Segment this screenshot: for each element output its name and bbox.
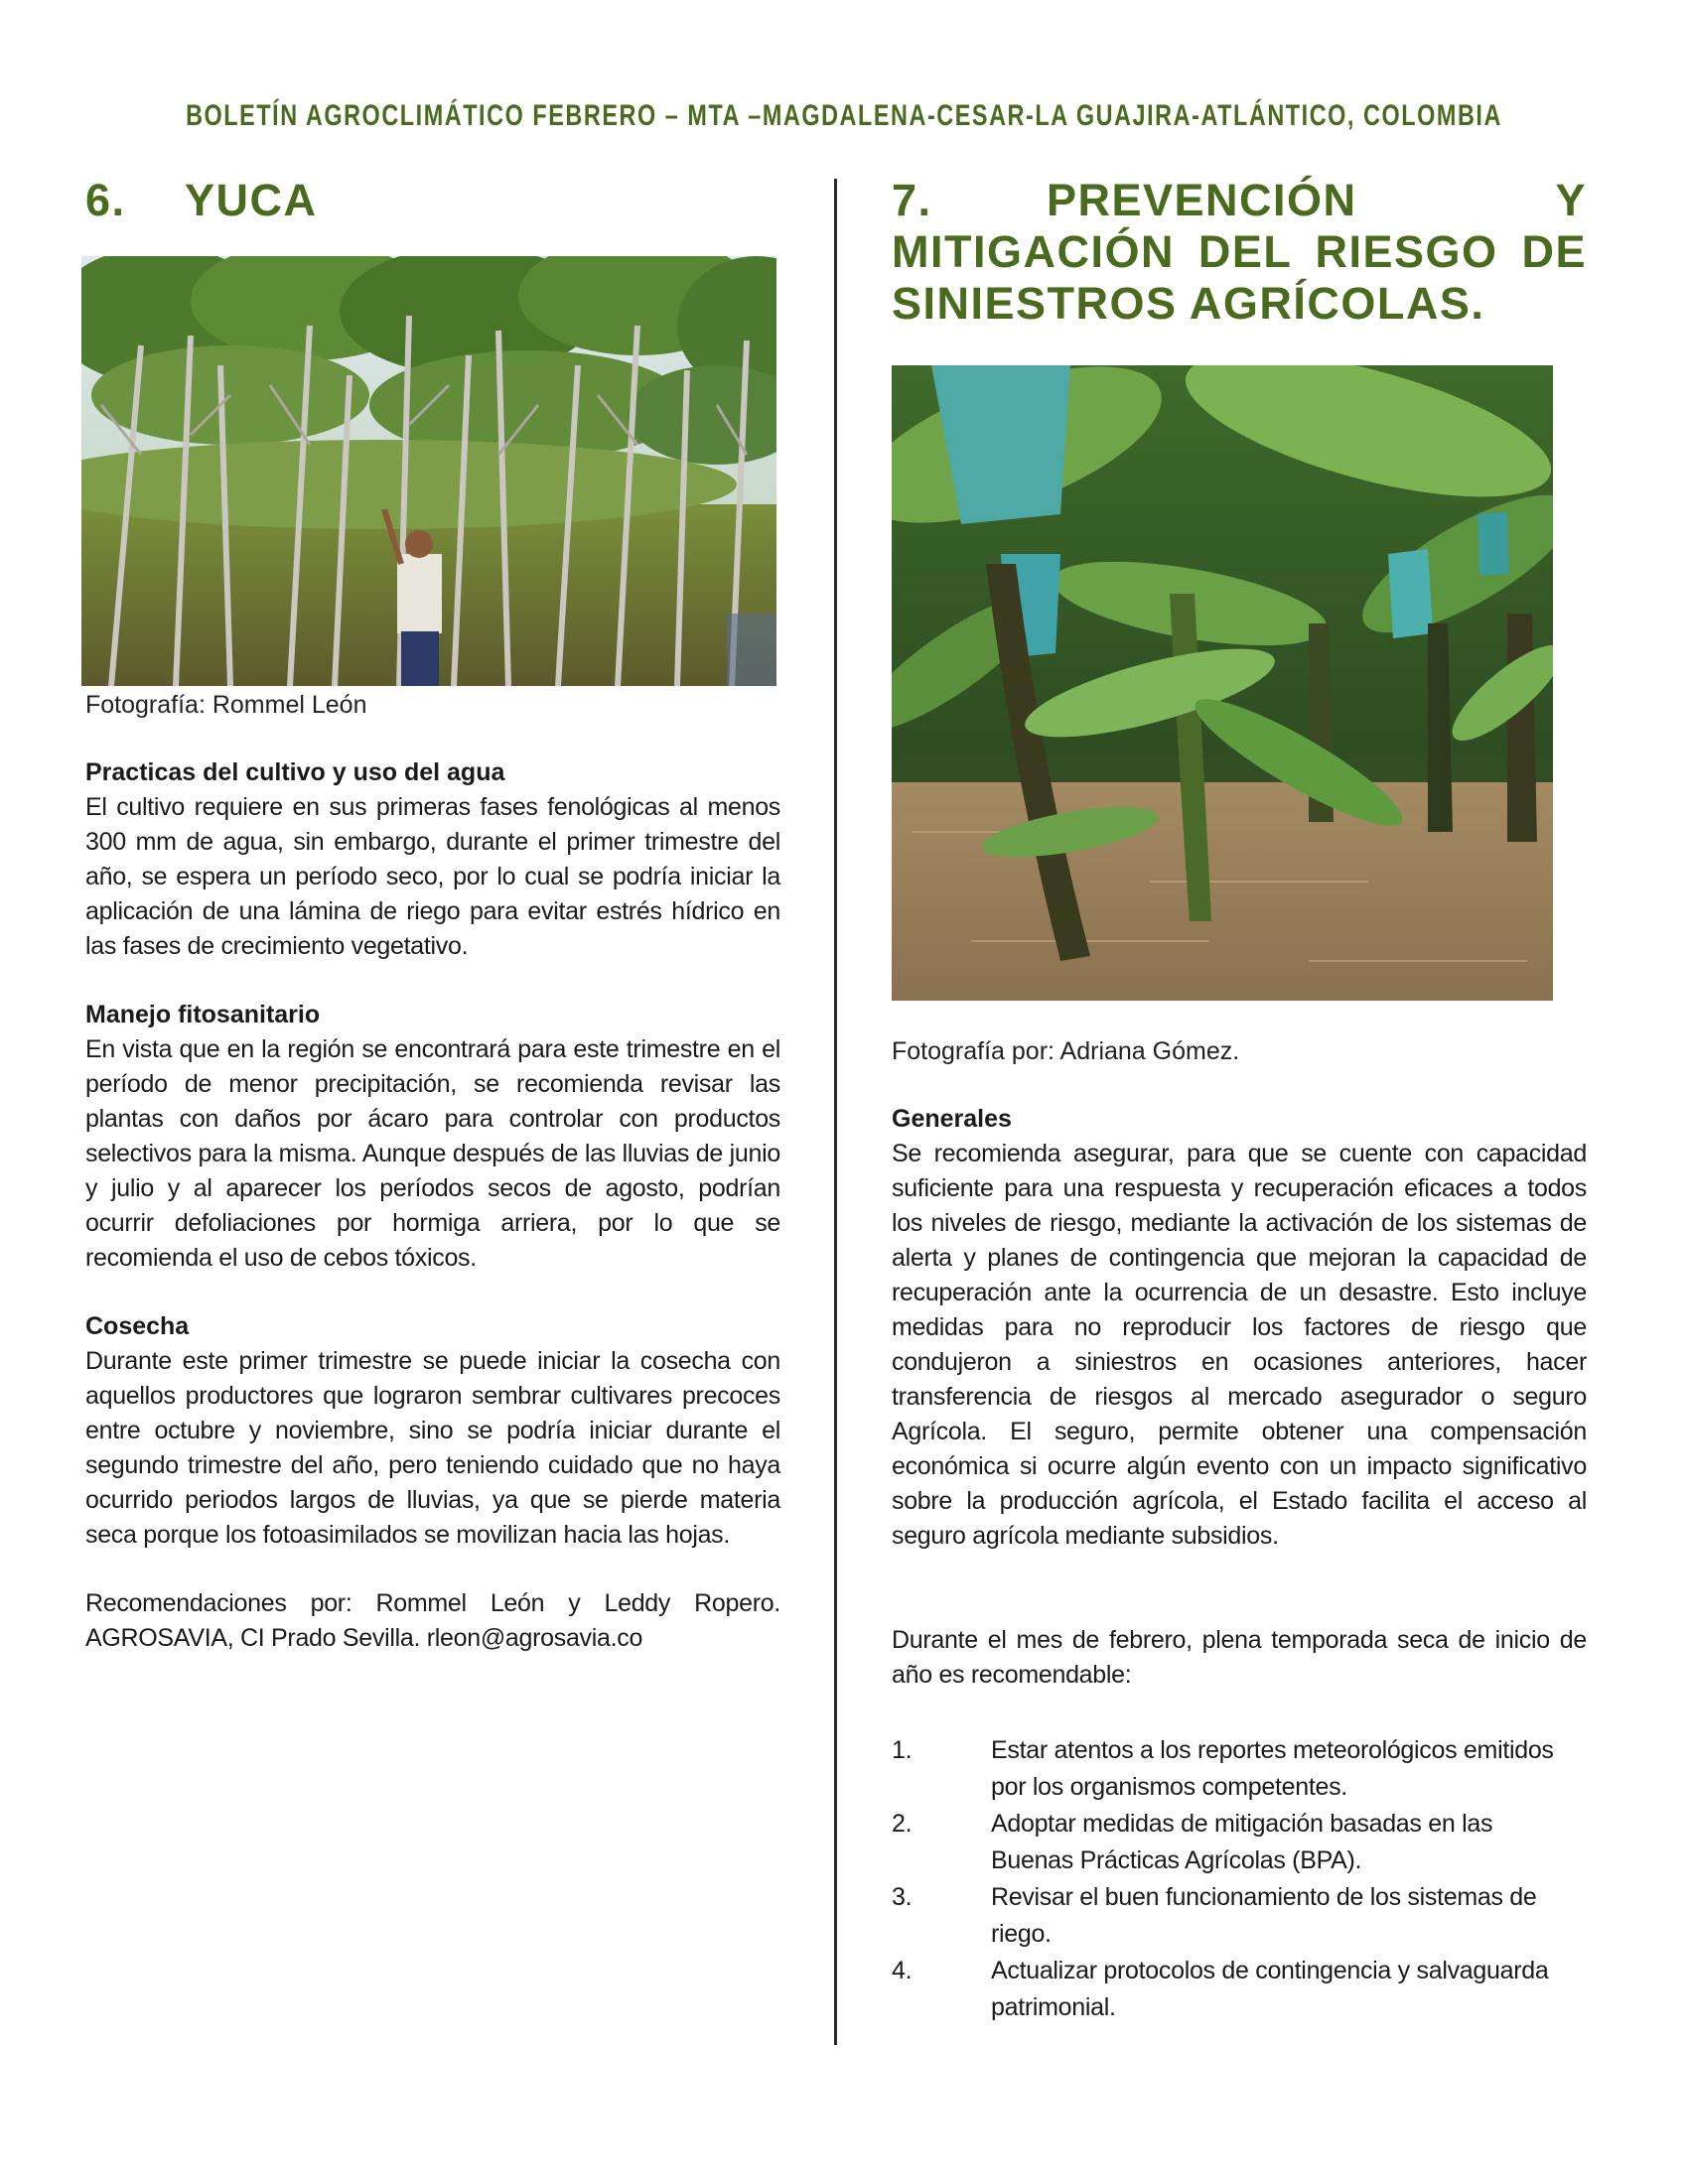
bulletin-header: BOLETÍN AGROCLIMÁTICO FEBRERO – MTA –MAGDALENA-CESAR-LA GUAJIRA-ATLÁNTICO, COLOMBIA [186, 99, 1502, 132]
section-yuca [85, 175, 780, 1656]
list-text: Estar atentos a los reportes meteorológicos emitidos por los organismos competentes. [991, 1736, 1554, 1801]
list-number: 1. [892, 1736, 913, 1764]
intro-text: Durante el mes de febrero, plena temporada seca de inicio de año es recomendable: [892, 1626, 1587, 1689]
recommendations-list [892, 1732, 1587, 2026]
recommendations-credit [85, 1586, 780, 1656]
list-number: 4. [892, 1957, 913, 1984]
list-text: Revisar el buen funcionamiento de los sistemas de riego. [991, 1883, 1537, 1948]
column-divider [834, 179, 837, 2045]
list-item [892, 1732, 1587, 1806]
credit-line-2: AGROSAVIA, CI Prado Sevilla. rleon@agrosavia.co [85, 1624, 643, 1652]
practicas-heading: Practicas del cultivo y uso del agua [85, 758, 505, 786]
generales-heading: Generales [892, 1105, 1012, 1133]
photo-caption: Fotografía por: Adriana Gómez. [892, 1037, 1240, 1065]
title-word-1: PREVENCIÓN [1047, 175, 1357, 225]
list-item [892, 1879, 1587, 1953]
title-word-2: Y [1555, 175, 1587, 225]
section-number: 7. [892, 175, 932, 225]
list-item [892, 1806, 1587, 1879]
list-number: 2. [892, 1810, 913, 1838]
photo-caption: Fotografía: Rommel León [85, 691, 367, 719]
banana-photo [892, 365, 1553, 1001]
list-number: 3. [892, 1883, 913, 1911]
section-title-prevencion [892, 175, 1587, 330]
manejo-text: En vista que en la región se encontrará para este trimestre en el período de menor precipitación, se recomienda revisar las plantas con daños por ácaro para controlar con productos selectivos para la misma. Aunque después de las lluvias de junio y julio y al aparecer los períodos secos de agosto, podrían ocurrir defoliaciones por hormiga arriera, por lo que se recomienda el uso de cebos tóxicos. [85, 1035, 780, 1272]
cassava-photo [81, 256, 776, 686]
list-item [892, 1953, 1587, 2026]
section-title: YUCA [185, 175, 318, 225]
section-title-yuca [85, 175, 780, 226]
flooded-banana-plantation-image [892, 365, 1553, 1001]
cassava-field-image [81, 256, 776, 686]
title-rest: MITIGACIÓN DEL RIESGO DE SINIESTROS AGRÍCOLAS. [892, 226, 1587, 329]
credit-line-1: Recomendaciones por: Rommel León y Leddy Ropero. [85, 1589, 780, 1617]
cosecha-heading: Cosecha [85, 1312, 190, 1340]
manejo-heading: Manejo fitosanitario [85, 1001, 321, 1028]
list-text: Actualizar protocolos de contingencia y salvaguarda patrimonial. [991, 1957, 1549, 2021]
generales-text: Se recomienda asegurar, para que se cuente con capacidad suficiente para una respuesta y recuperación eficaces a todos los niveles de riesgo, mediante la activación de los sistemas de alerta y planes de contingencia que mejoran la capacidad de recuperación ante la ocurrencia de un desastre. Esto incluye medidas para no reproducir los factores de riesgo que condujeron a siniestros en ocasiones anteriores, hacer transferencia de riesgos al mercado asegurador o seguro Agrícola. El seguro, permite obtener una compensación económica si ocurre algún evento con un impacto significativo sobre la producción agrícola, el Estado facilita el acceso al seguro agrícola mediante subsidios. [892, 1140, 1587, 1550]
section-prevencion [892, 175, 1587, 2026]
section-number: 6. [85, 175, 126, 225]
list-text: Adoptar medidas de mitigación basadas en las Buenas Prácticas Agrícolas (BPA). [991, 1810, 1493, 1874]
practicas-text: El cultivo requiere en sus primeras fases fenológicas al menos 300 mm de agua, sin embargo, durante el primer trimestre del año, se espera un período seco, por lo cual se podría iniciar la aplicación de una lámina de riego para evitar estrés hídrico en las fases de crecimiento vegetativo. [85, 793, 780, 960]
title-first-line [892, 175, 1587, 226]
cosecha-text: Durante este primer trimestre se puede iniciar la cosecha con aquellos productores que lograron sembrar cultivares precoces entre octubre y noviembre, sino se podría iniciar durante el segundo trimestre del año, pero teniendo cuidado que no haya ocurrido periodos largos de lluvias, ya que se pierde materia seca porque los fotoasimilados se movilizan hacia las hojas. [85, 1347, 780, 1549]
